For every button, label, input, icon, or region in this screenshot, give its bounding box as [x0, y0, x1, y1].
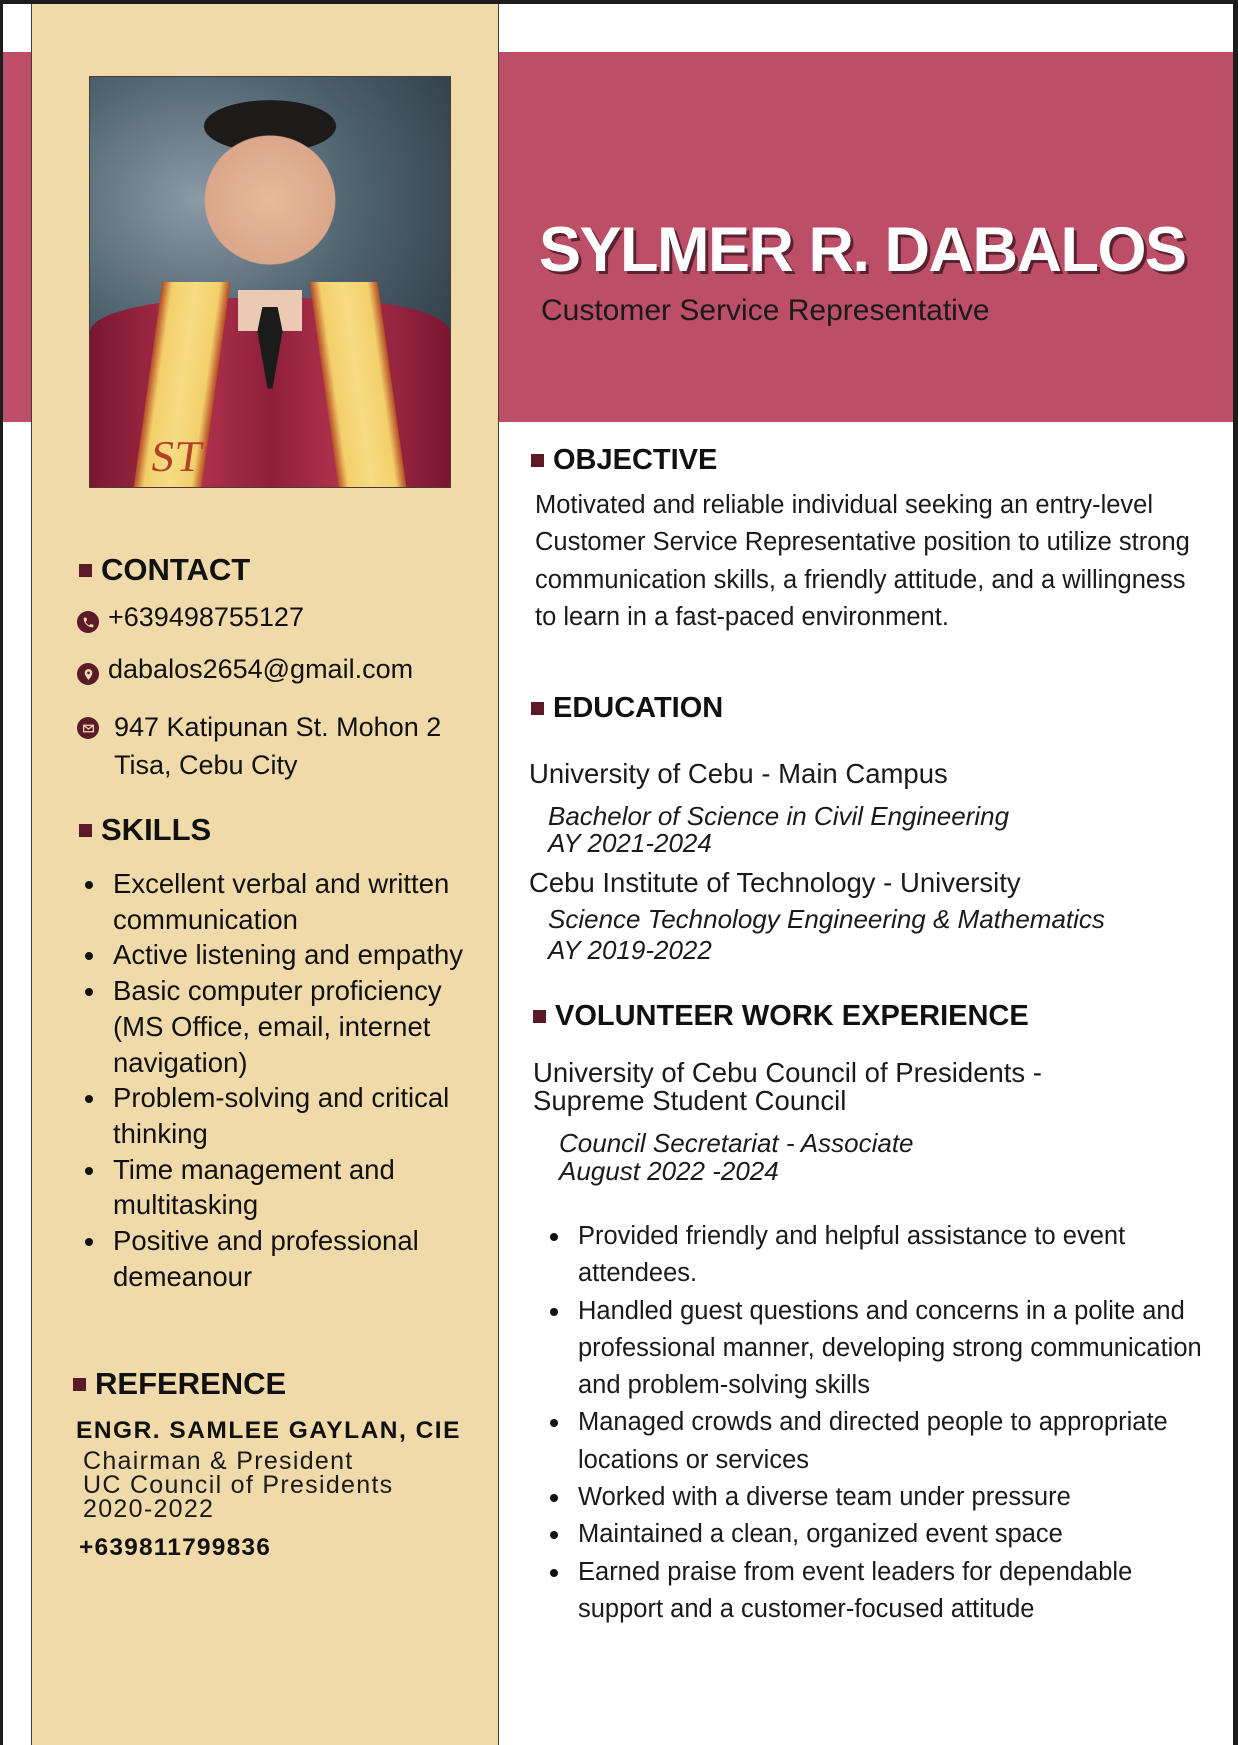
- skill-item: Time management and multitasking: [83, 1152, 483, 1223]
- photo-stole-letters: ST: [147, 431, 207, 481]
- volunteer-bullet: Managed crowds and directed people to appropriate locations or services: [549, 1404, 1209, 1479]
- education-school: Cebu Institute of Technology - University: [529, 867, 1021, 898]
- location-pin-icon: [77, 663, 99, 685]
- objective-heading: [531, 444, 717, 477]
- profile-photo: [89, 76, 451, 488]
- education-school: University of Cebu - Main Campus: [529, 758, 948, 789]
- section-bullet-icon: [531, 454, 544, 467]
- education-program: Science Technology Engineering & Mathematics: [548, 904, 1105, 934]
- volunteer-role-block: [559, 1129, 914, 1185]
- education-years: AY 2021-2024: [548, 828, 712, 858]
- candidate-name: SYLMER R. DABALOS: [539, 215, 1186, 285]
- volunteer-bullet: Provided friendly and helpful assistance to event attendees.: [549, 1218, 1209, 1293]
- contact-email-value[interactable]: dabalos2654@gmail.com: [108, 654, 414, 684]
- education-years: AY 2019-2022: [548, 935, 712, 965]
- reference-phone: +639811799836: [79, 1534, 272, 1561]
- section-bullet-icon: [79, 824, 92, 837]
- reference-organization: UC Council of Presidents: [83, 1471, 394, 1499]
- contact-phone: [77, 602, 304, 633]
- skill-item: Positive and professional demeanour: [83, 1223, 483, 1294]
- resume-page: [3, 4, 1233, 1745]
- volunteer-bullet: Earned praise from event leaders for dependable support and a customer-focused attitude: [549, 1554, 1209, 1629]
- volunteer-period: August 2022 -2024: [559, 1156, 779, 1186]
- contact-heading-label: CONTACT: [101, 552, 251, 587]
- skill-item: Active listening and empathy: [83, 937, 483, 973]
- skill-item: Excellent verbal and written communication: [83, 866, 483, 937]
- reference-details: [83, 1449, 393, 1521]
- mail-icon: [77, 717, 99, 739]
- volunteer-heading-label: VOLUNTEER WORK EXPERIENCE: [555, 1000, 1029, 1032]
- reference-name: ENGR. SAMLEE GAYLAN, CIE: [76, 1417, 461, 1444]
- section-bullet-icon: [73, 1378, 86, 1391]
- volunteer-bullet: Handled guest questions and concerns in a polite and professional manner, developing strong communication and problem-solving skills: [549, 1293, 1209, 1405]
- education-heading-label: EDUCATION: [553, 692, 724, 724]
- skill-item: Problem-solving and critical thinking: [83, 1080, 483, 1151]
- contact-address-value: 947 Katipunan St. Mohon 2 Tisa, Cebu City: [114, 712, 442, 780]
- reference-heading: [73, 1366, 286, 1402]
- reference-position: Chairman & President: [83, 1447, 354, 1475]
- skills-list: [83, 866, 483, 1294]
- skills-heading-label: SKILLS: [101, 812, 212, 847]
- contact-phone-value: +639498755127: [108, 602, 304, 632]
- section-bullet-icon: [533, 1010, 546, 1023]
- section-bullet-icon: [79, 564, 92, 577]
- skill-item: Basic computer proficiency (MS Office, email, internet navigation): [83, 973, 483, 1080]
- skills-heading: [79, 812, 211, 848]
- reference-heading-label: REFERENCE: [95, 1366, 287, 1401]
- volunteer-bullet: Maintained a clean, organized event space: [549, 1516, 1209, 1553]
- objective-heading-label: OBJECTIVE: [553, 444, 718, 476]
- education-heading: [531, 692, 723, 725]
- volunteer-heading: [533, 1000, 1029, 1033]
- volunteer-bullet: Worked with a diverse team under pressure: [549, 1479, 1209, 1516]
- phone-icon: [77, 611, 99, 633]
- candidate-role: Customer Service Representative: [541, 294, 990, 327]
- contact-heading: [79, 552, 250, 588]
- objective-text: Motivated and reliable individual seeking an entry-level Customer Service Representative position to utilize strong communication skills, a friendly attitude, and a willingness to learn in a fast-paced environment.: [535, 491, 1190, 631]
- volunteer-role: Council Secretariat - Associate: [559, 1128, 914, 1158]
- education-program: Bachelor of Science in Civil Engineering: [548, 801, 1010, 831]
- volunteer-organization: University of Cebu Council of Presidents - Supreme Student Council: [533, 1057, 1042, 1116]
- contact-email: [77, 654, 413, 685]
- reference-years: 2020-2022: [83, 1495, 215, 1523]
- section-bullet-icon: [531, 702, 544, 715]
- volunteer-bullets: [549, 1218, 1209, 1628]
- contact-address: [77, 708, 488, 784]
